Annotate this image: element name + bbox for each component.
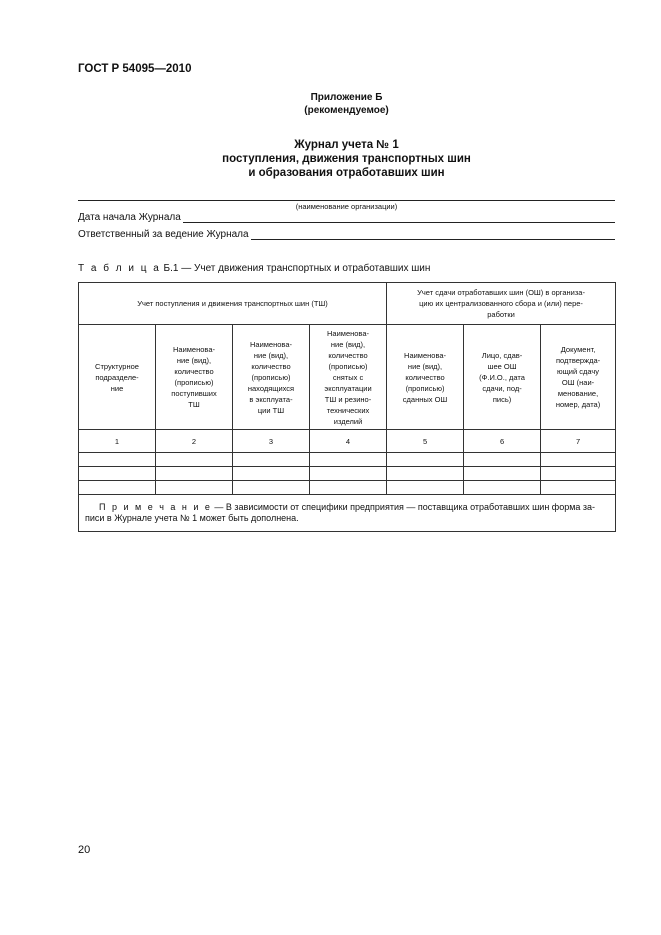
table-note bbox=[79, 495, 616, 532]
table-row bbox=[79, 453, 616, 467]
start-date-label: Дата начала Журнала bbox=[78, 212, 181, 223]
journal-title: Журнал учета № 1 bbox=[294, 139, 399, 151]
table-note-row bbox=[79, 495, 616, 532]
table-cell bbox=[541, 467, 616, 481]
table-cell bbox=[387, 481, 464, 495]
table-cell bbox=[79, 481, 156, 495]
table-title-text: Б.1 — Учет движения транспортных и отработавших шин bbox=[160, 263, 431, 274]
appendix-title: Приложение Б bbox=[310, 92, 383, 103]
start-date-field bbox=[78, 212, 615, 223]
organization-line bbox=[78, 200, 615, 201]
table-cell bbox=[464, 467, 541, 481]
responsible-field bbox=[78, 229, 615, 240]
table-cell bbox=[541, 453, 616, 467]
responsible-blank bbox=[251, 229, 615, 240]
table-cell bbox=[310, 481, 387, 495]
column-header: Структурное подразделе- ние bbox=[79, 325, 156, 430]
journal-subtitle-line-2: и образования отработавших шин bbox=[248, 167, 445, 179]
responsible-label: Ответственный за ведение Журнала bbox=[78, 229, 249, 240]
column-header: Наименова- ние (вид), количество (прописью) находящихся в эксплуата- ции ТШ bbox=[233, 325, 310, 430]
table-cell bbox=[464, 481, 541, 495]
column-number: 1 bbox=[79, 430, 156, 453]
note-text: — В зависимости от специфики предприятия — поставщика отработавших шин форма за- писи в Журнале учета № 1 может быть дополнена. bbox=[85, 502, 596, 523]
table-cell bbox=[310, 453, 387, 467]
column-number: 7 bbox=[541, 430, 616, 453]
journal-subtitle-line-1: поступления, движения транспортных шин bbox=[222, 153, 471, 165]
journal-heading bbox=[78, 138, 615, 180]
appendix-heading bbox=[78, 91, 615, 117]
journal-table bbox=[78, 282, 616, 532]
column-header: Документ, подтвержда- ющий сдачу ОШ (наи- менование, номер, дата) bbox=[541, 325, 616, 430]
standard-number: ГОСТ Р 54095—2010 bbox=[78, 63, 192, 75]
table-title-prefix: Т а б л и ц а bbox=[78, 263, 161, 274]
table-cell bbox=[233, 467, 310, 481]
page-number: 20 bbox=[78, 844, 91, 856]
column-header: Лицо, сдав- шее ОШ (Ф.И.О., дата сдачи, под- пись) bbox=[464, 325, 541, 430]
table-cell bbox=[310, 467, 387, 481]
column-number: 5 bbox=[387, 430, 464, 453]
column-number: 2 bbox=[156, 430, 233, 453]
group-header-tsh: Учет поступления и движения транспортных шин (ТШ) bbox=[79, 283, 387, 325]
table-title bbox=[78, 263, 430, 274]
group-header-row bbox=[79, 283, 616, 325]
appendix-subtitle: (рекомендуемое) bbox=[304, 105, 389, 116]
group-header-osh: Учет сдачи отработавших шин (ОШ) в организа- цию их централизованного сбора и (или) пере- работки bbox=[387, 283, 616, 325]
table-cell bbox=[233, 453, 310, 467]
start-date-blank bbox=[183, 212, 615, 223]
column-header: Наименова- ние (вид), количество (прописью) снятых с эксплуатации ТШ и резино- технических изделий bbox=[310, 325, 387, 430]
table-row bbox=[79, 481, 616, 495]
column-number-row bbox=[79, 430, 616, 453]
column-header: Наименова- ние (вид), количество (прописью) сданных ОШ bbox=[387, 325, 464, 430]
table-cell bbox=[156, 453, 233, 467]
table-cell bbox=[387, 453, 464, 467]
column-header-row bbox=[79, 325, 616, 430]
column-number: 6 bbox=[464, 430, 541, 453]
column-number: 4 bbox=[310, 430, 387, 453]
table-cell bbox=[156, 467, 233, 481]
organization-caption: (наименование организации) bbox=[295, 202, 398, 211]
table-cell bbox=[156, 481, 233, 495]
note-prefix: П р и м е ч а н и е bbox=[99, 502, 212, 512]
table-cell bbox=[233, 481, 310, 495]
column-header: Наименова- ние (вид), количество (прописью) поступивших ТШ bbox=[156, 325, 233, 430]
table-cell bbox=[387, 467, 464, 481]
table-cell bbox=[541, 481, 616, 495]
table-cell bbox=[79, 467, 156, 481]
table-cell bbox=[79, 453, 156, 467]
column-number: 3 bbox=[233, 430, 310, 453]
table-cell bbox=[464, 453, 541, 467]
table-row bbox=[79, 467, 616, 481]
